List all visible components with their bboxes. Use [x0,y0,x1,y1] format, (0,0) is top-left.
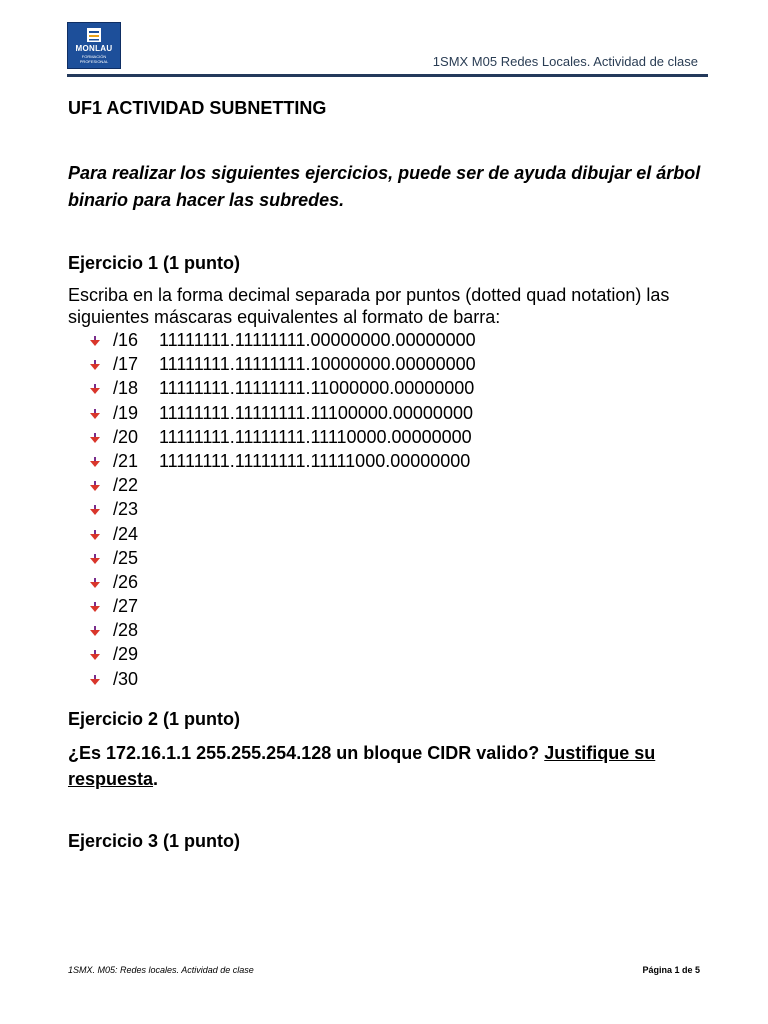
exercise-2-question-text: ¿Es 172.16.1.1 255.255.254.128 un bloque CIDR valido? [68,743,540,763]
mask-binary-value: 11111111.11111111.11110000.00000000 [159,426,472,447]
arrow-down-bullet-icon [90,433,100,443]
arrow-down-bullet-icon [90,578,100,588]
exercise-2-question [68,740,713,792]
exercise-3-heading: Ejercicio 3 (1 punto) [68,831,241,851]
mask-prefix: /23 [113,499,139,520]
arrow-down-bullet-icon [90,554,100,564]
arrow-down-bullet-icon [90,602,100,612]
mask-prefix: /28 [113,620,139,641]
mask-prefix: /21 [113,450,139,471]
exercise-1-heading: Ejercicio 1 (1 punto) [68,253,241,273]
exercise-2-heading: Ejercicio 2 (1 punto) [68,709,241,729]
footer-left: 1SMX. M05: Redes locales. Actividad de clase [68,965,254,975]
mask-prefix: /19 [113,402,139,423]
header-title: 1SMX M05 Redes Locales. Actividad de clase [432,54,698,69]
arrow-down-bullet-icon [90,409,100,419]
mask-prefix: /27 [113,596,139,617]
logo-brand: MONLAU [75,44,113,53]
exercise-2-question-end: . [153,769,159,789]
arrow-down-bullet-icon [90,626,100,636]
arrow-down-bullet-icon [90,505,100,515]
mask-binary-value: 11111111.11111111.10000000.00000000 [159,354,476,375]
arrow-down-bullet-icon [90,650,100,660]
logo-subtitle-line2: PROFESIONAL [79,59,109,64]
footer-page-number: Página 1 de 5 [642,965,700,975]
arrow-down-bullet-icon [90,530,100,540]
header-divider [67,74,708,77]
arrow-down-bullet-icon [90,360,100,370]
mask-prefix: /22 [113,475,139,496]
mask-prefix: /18 [113,378,139,399]
monlau-emblem-icon [87,28,101,42]
exercise-1-description: Escriba en la forma decimal separada por puntos (dotted quad notation) las siguientes máscaras equivalentes al formato de barra: [68,285,670,327]
arrow-down-bullet-icon [90,336,100,346]
mask-prefix: /26 [113,571,139,592]
mask-prefix: /20 [113,426,139,447]
mask-binary-value: 11111111.11111111.11111000.00000000 [159,450,471,471]
mask-prefix: /16 [113,330,139,350]
arrow-down-bullet-icon [90,384,100,394]
mask-prefix: /29 [113,644,139,665]
mask-prefix: /30 [113,668,139,689]
arrow-down-bullet-icon [90,457,100,467]
document-title: UF1 ACTIVIDAD SUBNETTING [68,98,327,118]
mask-binary-value: 11111111.11111111.11000000.00000000 [159,378,475,399]
arrow-down-bullet-icon [90,481,100,491]
mask-binary-value: 11111111.11111111.11100000.00000000 [159,402,473,423]
logo-subtitle-line1: FORMACIÓN [81,54,107,59]
mask-binary-value: 11111111.11111111.00000000.00000000 [159,330,476,350]
intro-text: Para realizar los siguientes ejercicios, puede ser de ayuda dibujar el árbol binario para hacer las subredes. [68,163,701,210]
arrow-down-bullet-icon [90,675,100,685]
mask-prefix: /17 [113,354,139,375]
mask-prefix: /24 [113,523,139,544]
monlau-logo [67,22,121,69]
exercise-2-justify-text: Justifique su respuesta [68,743,656,789]
mask-prefix: /25 [113,547,139,568]
